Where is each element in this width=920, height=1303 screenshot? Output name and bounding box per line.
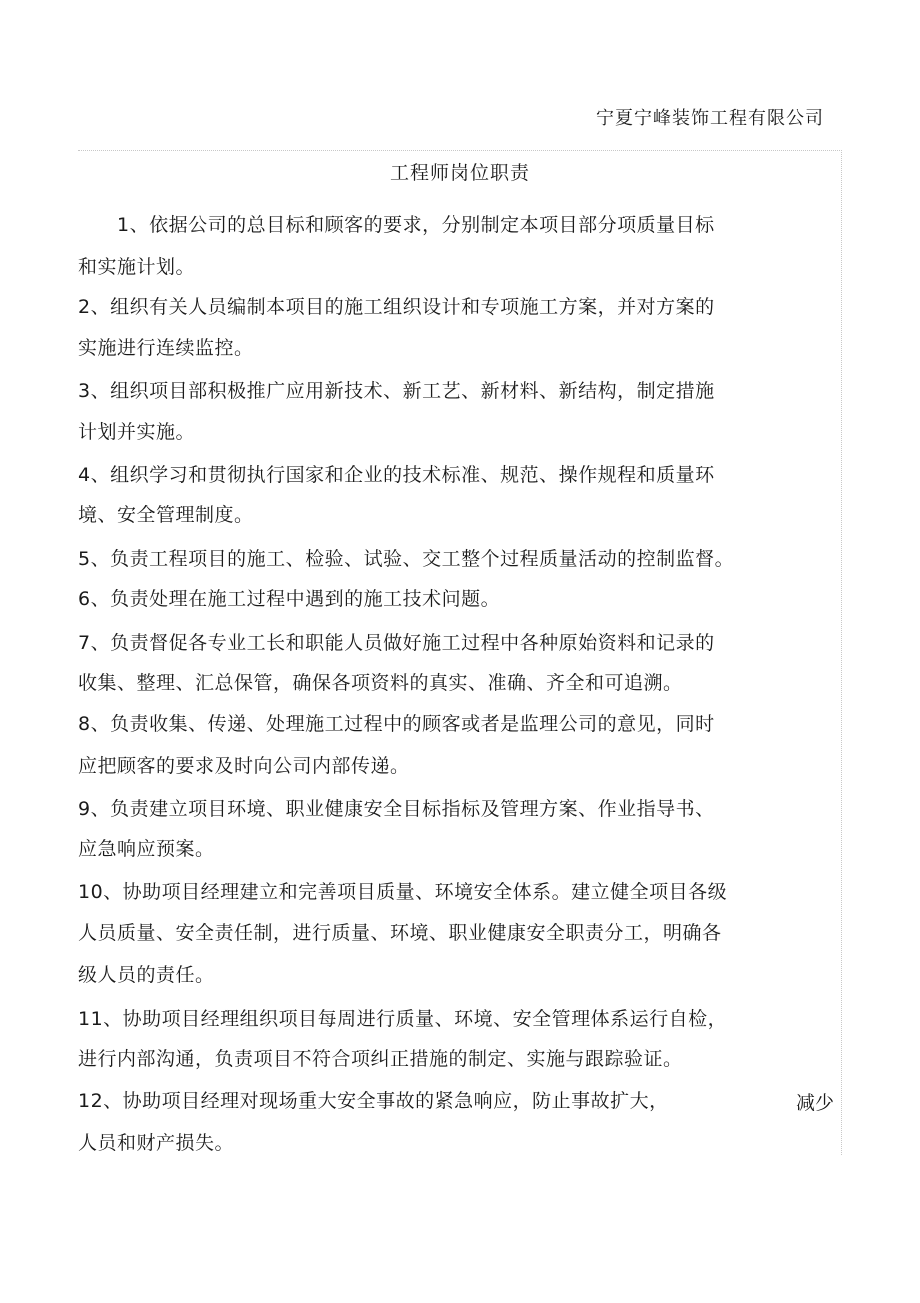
text-line: 应把顾客的要求及时向公司内部传递。	[78, 755, 410, 777]
text-line: 人员质量、安全责任制，进行质量、环境、职业健康安全职责分工，明确各	[78, 922, 722, 944]
company-name: 宁夏宁峰装饰工程有限公司	[596, 108, 824, 129]
text-line: 1、依据公司的总目标和顾客的要求，分别制定本项目部分项质量目标	[78, 214, 715, 236]
text-line: 12、协助项目经理对现场重大安全事故的紧急响应，防止事故扩大，	[78, 1090, 669, 1112]
text-line: 4、组织学习和贯彻执行国家和企业的技术标准、规范、操作规程和质量环	[78, 464, 715, 486]
text-line: 实施进行连续监控。	[78, 337, 254, 359]
text-line: 6、负责处理在施工过程中遇到的施工技术问题。	[78, 588, 501, 610]
text-line: 9、负责建立项目环境、职业健康安全目标指标及管理方案、作业指导书、	[78, 798, 715, 820]
text-line: 5、负责工程项目的施工、检验、试验、交工整个过程质量活动的控制监督。	[78, 548, 735, 570]
text-line: 级人员的责任。	[78, 964, 215, 986]
text-line: 应急响应预案。	[78, 838, 215, 860]
text-line: 2、组织有关人员编制本项目的施工组织设计和专项施工方案，并对方案的	[78, 296, 715, 318]
text-line: 10、协助项目经理建立和完善项目质量、环境安全体系。建立健全项目各级	[78, 881, 728, 903]
text-line: 进行内部沟通，负责项目不符合项纠正措施的制定、实施与跟踪验证。	[78, 1048, 683, 1070]
text-line: 和实施计划。	[78, 256, 196, 278]
text-line: 收集、整理、汇总保管，确保各项资料的真实、准确、齐全和可追溯。	[78, 672, 683, 694]
text-line: 7、负责督促各专业工长和职能人员做好施工过程中各种原始资料和记录的	[78, 632, 715, 654]
text-line: 计划并实施。	[78, 421, 196, 443]
text-line: 人员和财产损失。	[78, 1132, 235, 1154]
text-line-tail: 减少	[796, 1092, 835, 1114]
text-line: 境、安全管理制度。	[78, 504, 254, 526]
text-line: 8、负责收集、传递、处理施工过程中的顾客或者是监理公司的意见，同时	[78, 713, 715, 735]
text-line: 3、组织项目部积极推广应用新技术、新工艺、新材料、新结构，制定措施	[78, 380, 715, 402]
text-line: 11、协助项目经理组织项目每周进行质量、环境、安全管理体系运行自检，	[78, 1008, 728, 1030]
page-title: 工程师岗位职责	[389, 162, 530, 184]
